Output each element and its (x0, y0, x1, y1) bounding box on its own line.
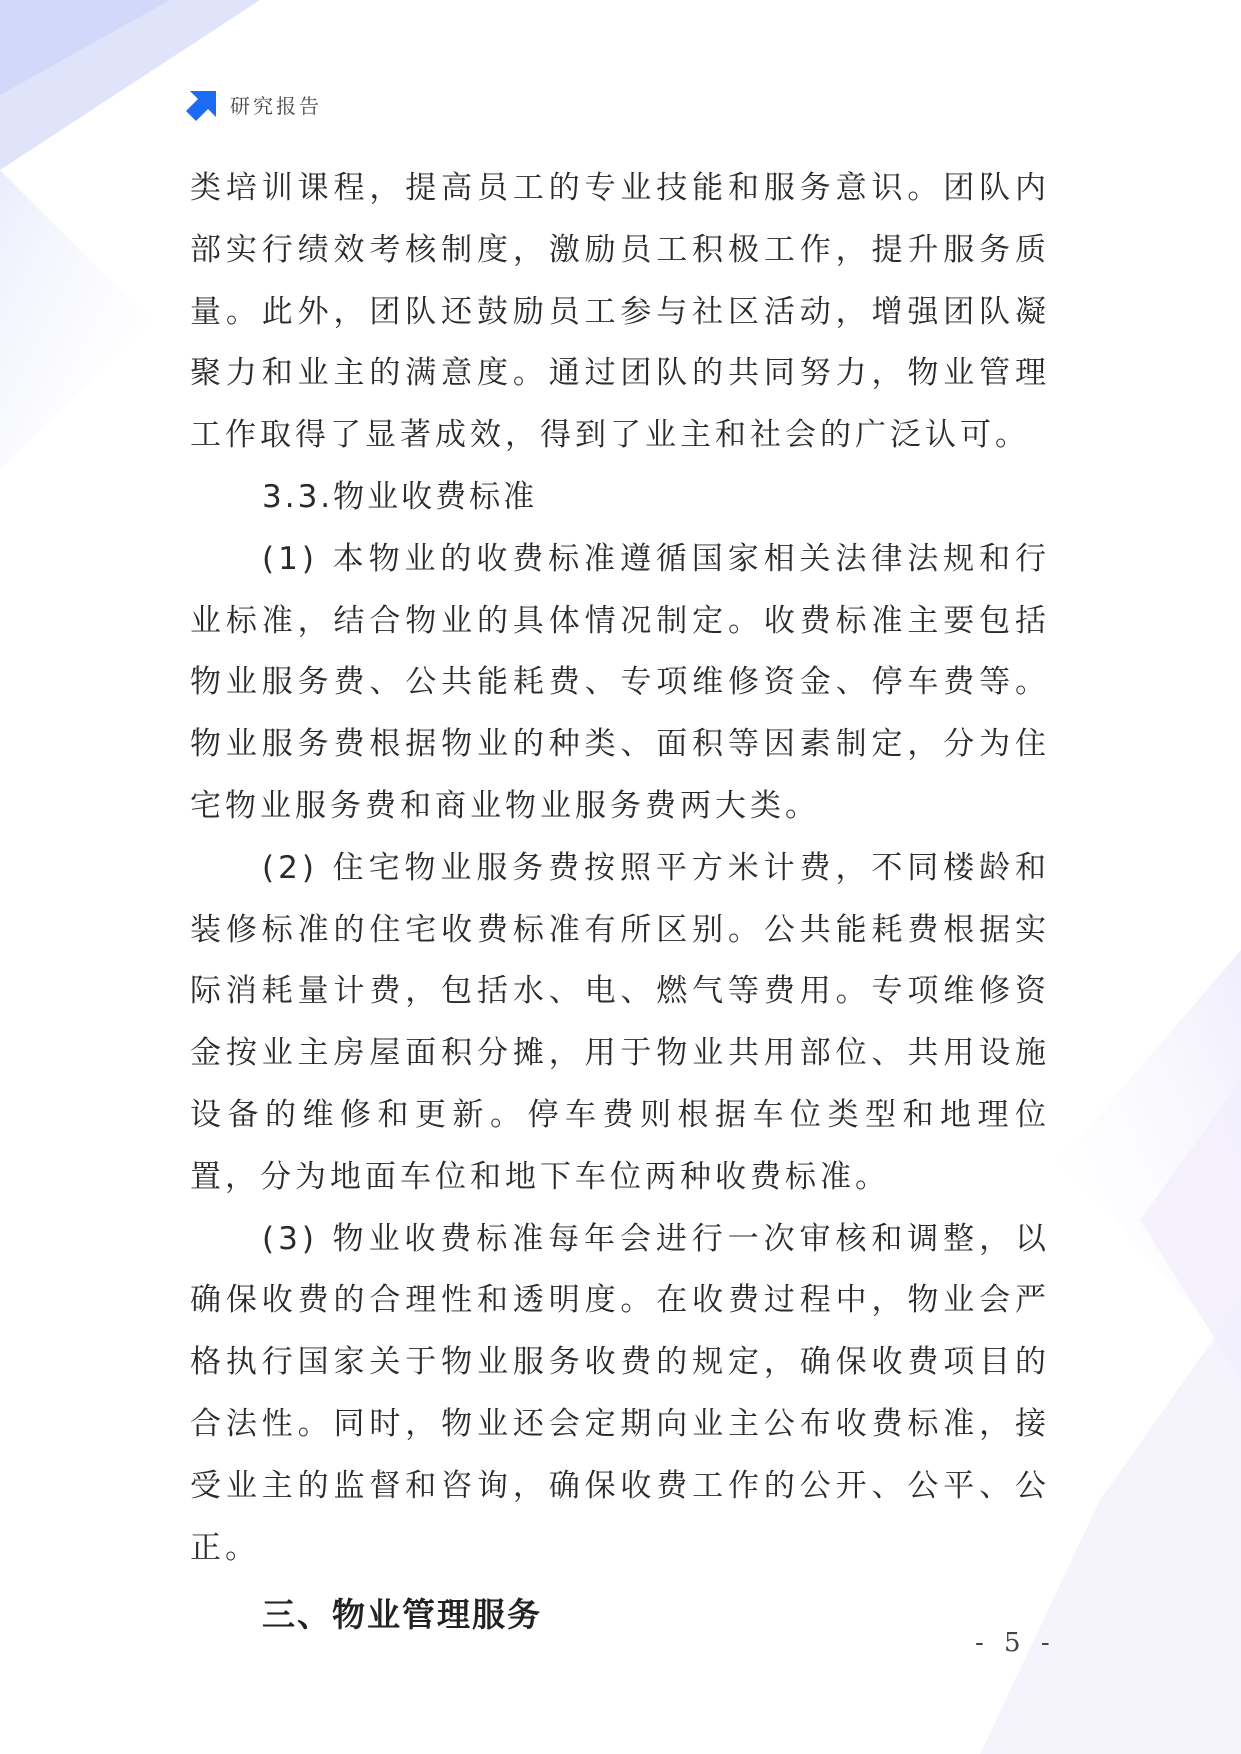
report-header (186, 86, 322, 122)
item-paragraph-2: (2) 住宅物业服务费按照平方米计费，不同楼龄和装修标准的住宅收费标准有所区别。公共能耗费根据实际消耗量计费，包括水、电、燃气等费用。专项维修资金按业主房屋面积分摊，用于物业共用部位、共用设施设备的维修和更新。停车费则根据车位类型和地理位置，分为地面车位和地下车位两种收费标准。 (190, 849, 1050, 1195)
item-paragraph-1: (1) 本物业的收费标准遵循国家相关法律法规和行业标准，结合物业的具体情况制定。收费标准主要包括物业服务费、公共能耗费、专项维修资金、停车费等。物业服务费根据物业的种类、面积等因素制定，分为住宅物业服务费和商业物业服务费两大类。 (190, 540, 1050, 824)
page-number: - 5 - (975, 1628, 1056, 1658)
document-body (190, 158, 1050, 1651)
chapter-heading: 三、物业管理服务 (262, 1595, 542, 1635)
section-heading: 3.3.物业收费标准 (262, 478, 538, 515)
intro-paragraph: 类培训课程，提高员工的专业技能和服务意识。团队内部实行绩效考核制度，激励员工积极工作，提升服务质量。此外，团队还鼓励员工参与社区活动，增强团队凝聚力和业主的满意度。通过团队的共同努力，物业管理工作取得了显著成效，得到了业主和社会的广泛认可。 (190, 170, 1050, 454)
item-paragraph-3: (3) 物业收费标准每年会进行一次审核和调整，以确保收费的合理性和透明度。在收费过程中，物业会严格执行国家关于物业服务收费的规定，确保收费项目的合法性。同时，物业还会定期向业主公布收费标准，接受业主的监督和咨询，确保收费工作的公开、公平、公正。 (190, 1220, 1050, 1566)
header-title: 研究报告 (230, 93, 322, 118)
arrow-up-right-icon (186, 87, 220, 121)
